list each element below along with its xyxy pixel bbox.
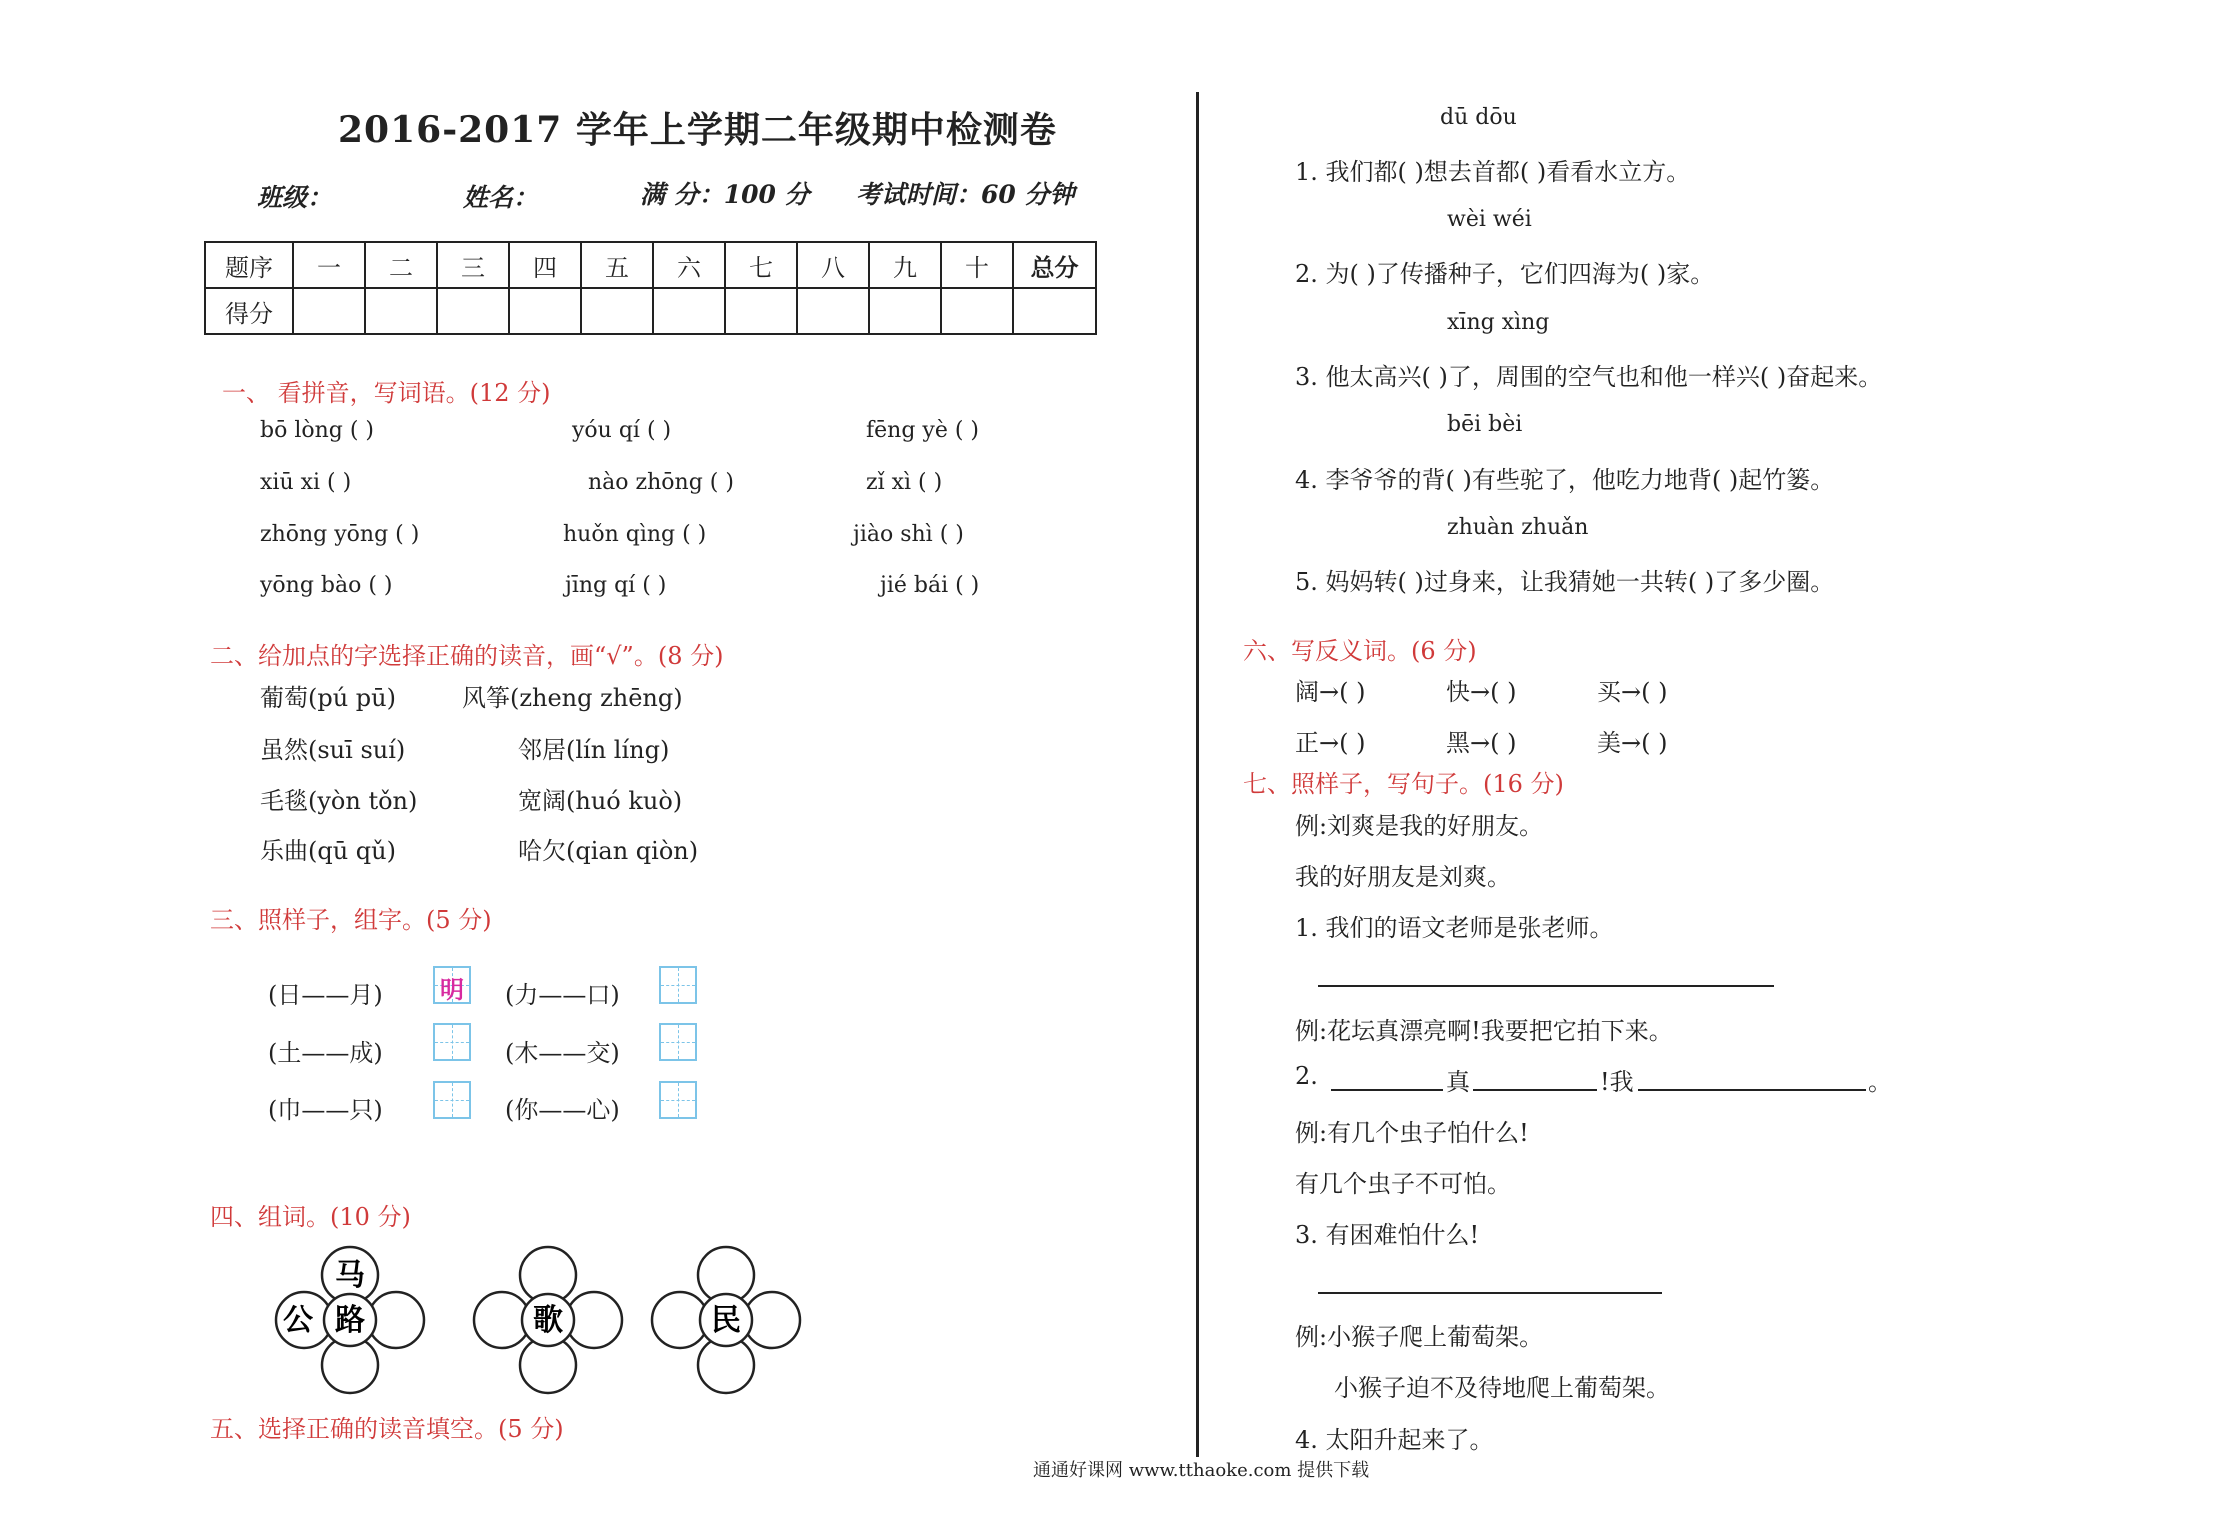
pinyin-item: zhōng yōng ( )	[260, 522, 420, 547]
reading-choice: 虽然(suī suí)	[260, 736, 406, 764]
name-label: 姓名：	[463, 183, 539, 212]
char-combo: (日——月)	[268, 981, 383, 1009]
word-flower-2	[468, 1245, 628, 1397]
char-combo: (你——心)	[505, 1096, 620, 1124]
section-2-title: 二、给加点的字选择正确的读音，画“√”。(8 分)	[210, 642, 724, 670]
table-header-cell: 总分	[1013, 242, 1096, 288]
pinyin-item: yōng bào ( )	[260, 573, 393, 598]
section-1-title: 一、 看拼音，写词语。(12 分)	[222, 379, 551, 407]
full-score-label: 满 分：100 分	[640, 180, 810, 209]
flower-center-char: 路	[335, 1303, 365, 1338]
char-combo: (木——交)	[505, 1039, 620, 1067]
table-header-cell: 三	[437, 242, 509, 288]
score-cell[interactable]	[509, 288, 581, 334]
question-sentence: 3. 有困难怕什么!	[1295, 1221, 1480, 1249]
char-combo: (土——成)	[268, 1039, 383, 1067]
score-table	[204, 241, 1097, 335]
answer-line[interactable]	[1318, 1292, 1662, 1294]
score-row-label: 得分	[205, 288, 293, 334]
q2-zhen: 真	[1446, 1068, 1470, 1096]
table-header-cell: 十	[941, 242, 1013, 288]
pinyin-item: xiū xi ( )	[260, 470, 352, 495]
word-flower-3	[646, 1245, 806, 1397]
answer-grid-box[interactable]	[433, 1023, 471, 1061]
pinyin-item: huǒn qìng ( )	[563, 522, 707, 547]
column-divider	[1196, 92, 1199, 1457]
reading-choice: 哈欠(qian qiòn)	[518, 837, 699, 865]
score-cell[interactable]	[725, 288, 797, 334]
reading-choice: 毛毯(yòn tǒn)	[260, 787, 418, 815]
answer-line[interactable]	[1473, 1089, 1597, 1091]
q2-number: 2.	[1295, 1062, 1318, 1090]
table-header-cell: 九	[869, 242, 941, 288]
table-header-cell: 六	[653, 242, 725, 288]
score-cell[interactable]	[293, 288, 365, 334]
pinyin-item: jiào shì ( )	[853, 522, 964, 547]
table-header-cell: 四	[509, 242, 581, 288]
example-sentence: 例:小猴子爬上葡萄架。	[1295, 1323, 1544, 1351]
reading-choice: 葡萄(pú pū)	[260, 684, 396, 712]
pinyin-item: fēng yè ( )	[866, 418, 980, 443]
pinyin-item: jīng qí ( )	[565, 573, 667, 598]
pinyin-item: bō lòng ( )	[260, 418, 375, 443]
answer-line[interactable]	[1638, 1089, 1866, 1091]
score-cell[interactable]	[437, 288, 509, 334]
pinyin-options: wèi wéi	[1447, 207, 1532, 232]
score-cell[interactable]	[1013, 288, 1096, 334]
question-sentence: 1. 我们的语文老师是张老师。	[1295, 914, 1614, 942]
score-cell[interactable]	[797, 288, 869, 334]
score-cell[interactable]	[941, 288, 1013, 334]
score-cell[interactable]	[581, 288, 653, 334]
table-header-cell: 五	[581, 242, 653, 288]
section-3-title: 三、照样子，组字。(5 分)	[210, 906, 492, 934]
score-cell[interactable]	[365, 288, 437, 334]
section-6-title: 六、写反义词。(6 分)	[1243, 637, 1477, 665]
example-sentence: 例:花坛真漂亮啊!我要把它拍下来。	[1295, 1017, 1673, 1045]
pinyin-options: dū dōu	[1440, 105, 1517, 130]
example-sentence: 例:刘爽是我的好朋友。	[1295, 812, 1544, 840]
table-header-cell: 八	[797, 242, 869, 288]
reading-choice: 宽阔(huó kuò)	[518, 787, 683, 815]
answer-line[interactable]	[1331, 1089, 1443, 1091]
char-combo: (巾——只)	[268, 1096, 383, 1124]
class-label: 班级：	[257, 183, 333, 212]
antonym-item: 快→( )	[1446, 678, 1517, 706]
pinyin-item: zǐ xì ( )	[866, 470, 943, 495]
section-4-title: 四、组词。(10 分)	[210, 1203, 411, 1231]
flower-petal-char: 马	[335, 1258, 365, 1293]
pinyin-item: jié bái ( )	[880, 573, 980, 598]
answer-grid-box	[433, 966, 471, 1004]
q2-end: 。	[1868, 1068, 1892, 1096]
example-answer: 明	[440, 975, 464, 1004]
antonym-item: 美→( )	[1597, 729, 1668, 757]
reading-choice: 乐曲(qū qǔ)	[260, 837, 396, 865]
antonym-item: 正→( )	[1295, 729, 1366, 757]
score-cell[interactable]	[869, 288, 941, 334]
fill-sentence: 4. 李爷爷的背( )有些驼了，他吃力地背( )起竹篓。	[1295, 466, 1835, 494]
answer-grid-box[interactable]	[433, 1081, 471, 1119]
pinyin-item: yóu qí ( )	[572, 418, 672, 443]
antonym-item: 黑→( )	[1446, 729, 1517, 757]
fill-sentence: 5. 妈妈转( )过身来，让我猜她一共转( )了多少圈。	[1295, 568, 1835, 596]
answer-grid-box[interactable]	[659, 1023, 697, 1061]
fill-sentence: 1. 我们都( )想去首都( )看看水立方。	[1295, 158, 1691, 186]
table-header-cell: 一	[293, 242, 365, 288]
pinyin-options: zhuàn zhuǎn	[1447, 515, 1589, 540]
footer-source: 通通好课网 www.tthaoke.com 提供下载	[1033, 1460, 1370, 1481]
question-sentence: 4. 太阳升起来了。	[1295, 1426, 1494, 1454]
example-sentence: 我的好朋友是刘爽。	[1295, 863, 1511, 891]
flower-center-char: 民	[711, 1303, 741, 1338]
table-header-cell: 二	[365, 242, 437, 288]
table-header-cell: 题序	[205, 242, 293, 288]
pinyin-options: xīng xìng	[1447, 310, 1550, 335]
antonym-item: 买→( )	[1597, 678, 1668, 706]
antonym-item: 阔→( )	[1295, 678, 1366, 706]
score-cell[interactable]	[653, 288, 725, 334]
pinyin-item: nào zhōng ( )	[588, 470, 734, 495]
char-combo: (力——口)	[505, 981, 620, 1009]
word-flower-1	[270, 1245, 430, 1397]
answer-grid-box[interactable]	[659, 1081, 697, 1119]
exam-title: 2016-2017 学年上学期二年级期中检测卷	[338, 109, 1057, 151]
example-sentence: 例:有几个虫子怕什么!	[1295, 1119, 1529, 1147]
fill-sentence: 3. 他太高兴( )了，周围的空气也和他一样兴( )奋起来。	[1295, 363, 1883, 391]
pinyin-options: bēi bèi	[1447, 412, 1523, 437]
exam-time-label: 考试时间：60 分钟	[856, 180, 1075, 209]
reading-choice: 风筝(zheng zhēng)	[462, 684, 683, 712]
reading-choice: 邻居(lín líng)	[518, 736, 670, 764]
example-sentence: 有几个虫子不可怕。	[1295, 1170, 1511, 1198]
fill-sentence: 2. 为( )了传播种子，它们四海为( )家。	[1295, 260, 1715, 288]
table-header-cell: 七	[725, 242, 797, 288]
flower-petal-char: 公	[283, 1303, 313, 1338]
answer-line[interactable]	[1318, 985, 1774, 987]
section-5-title: 五、选择正确的读音填空。(5 分)	[210, 1415, 564, 1443]
flower-center-char: 歌	[533, 1303, 563, 1338]
answer-grid-box[interactable]	[659, 966, 697, 1004]
example-sentence: 小猴子迫不及待地爬上葡萄架。	[1334, 1374, 1670, 1402]
section-7-title: 七、照样子，写句子。(16 分)	[1243, 770, 1564, 798]
q2-wo: !我	[1600, 1068, 1634, 1096]
